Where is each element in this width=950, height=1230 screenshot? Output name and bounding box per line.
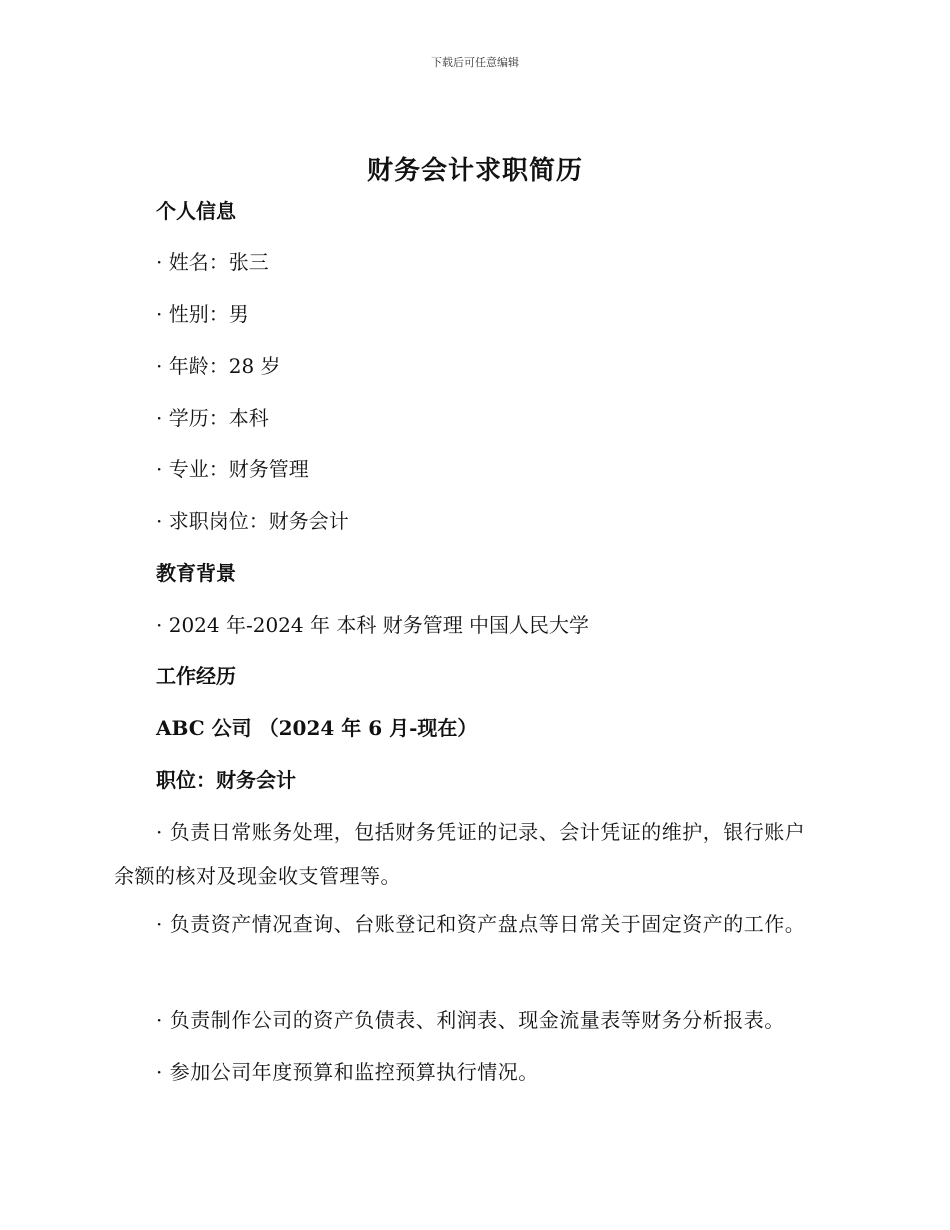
education-item: · 2024 年-2024 年 本科 财务管理 中国人民大学 [156,613,590,637]
personal-item-gender: · 性别：男 [156,302,249,326]
work-duty-2: · 负责资产情况查询、台账登记和资产盘点等日常关于固定资产的工作。 [156,912,806,936]
personal-item-major: · 专业：财务管理 [156,457,309,481]
section-heading-work: 工作经历 [156,664,236,688]
personal-item-education: · 学历：本科 [156,406,269,430]
work-duty-4: · 参加公司年度预算和监控预算执行情况。 [156,1060,539,1084]
section-heading-education: 教育背景 [156,561,236,585]
document-title: 财务会计求职简历 [366,156,583,186]
work-duty-1: · 负责日常账务处理，包括财务凭证的记录、会计凭证的维护，银行账户余额的核对及现金收支管理等。 [114,820,806,888]
personal-item-name: · 姓名：张三 [156,250,269,274]
work-position: 职位：财务会计 [156,768,296,792]
work-company: ABC 公司 （2024 年 6 月-现在） [156,716,478,740]
work-duty-3: · 负责制作公司的资产负债表、利润表、现金流量表等财务分析报表。 [156,1008,785,1032]
personal-item-position: · 求职岗位：财务会计 [156,509,349,533]
section-heading-personal: 个人信息 [156,199,236,223]
personal-item-age: · 年龄：28 岁 [156,354,281,378]
page-header-note: 下载后可任意编辑 [431,56,519,69]
